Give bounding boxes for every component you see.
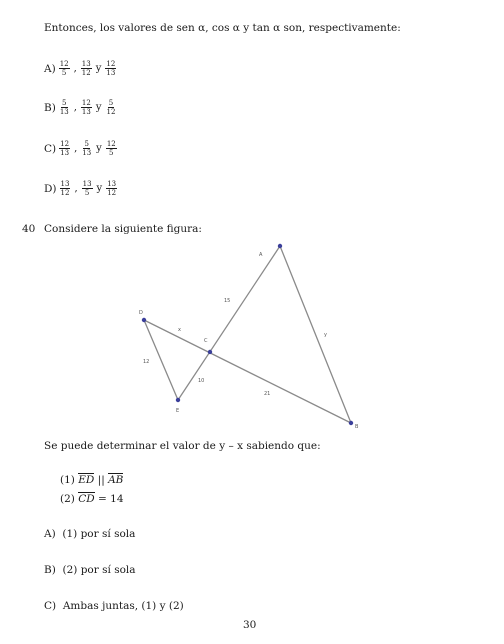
fraction: $\frac{5}{13}$ xyxy=(82,140,92,157)
point-b-marker xyxy=(349,421,353,425)
condition-1: (1) ED || AB xyxy=(60,474,124,486)
fraction: $\frac{12}{13}$ xyxy=(81,99,91,116)
fraction: $\frac{12}{13}$ xyxy=(60,140,70,157)
segment-ea xyxy=(178,246,280,400)
trig-option-d[interactable]: D) $\frac{13}{12}$ , $\frac{13}{5}$ y $\frac{13}{12}$ xyxy=(44,180,117,197)
label-cb-length: 21 xyxy=(264,391,271,397)
label-de-length: 12 xyxy=(143,359,150,365)
fraction: $\frac{13}{5}$ xyxy=(82,180,92,197)
segment-ab: AB xyxy=(108,474,124,486)
label-ab-length: y xyxy=(324,332,327,338)
label-b: B xyxy=(355,424,359,430)
page-number: 30 xyxy=(243,619,257,631)
fraction: $\frac{13}{12}$ xyxy=(60,180,70,197)
fraction: $\frac{5}{13}$ xyxy=(59,99,69,116)
label-ec-length: 10 xyxy=(198,378,205,384)
fraction: $\frac{13}{12}$ xyxy=(81,60,91,77)
condition-2: (2) CD = 14 xyxy=(60,493,124,505)
fraction: $\frac{13}{12}$ xyxy=(107,180,117,197)
segment-ab xyxy=(280,246,351,423)
answer-b[interactable]: B) (2) por sí sola xyxy=(44,564,136,576)
answer-a[interactable]: A) (1) por sí sola xyxy=(44,528,136,540)
label-dc-length: x xyxy=(178,327,181,333)
point-a-marker xyxy=(278,244,282,248)
option-letter: B) xyxy=(44,101,56,114)
fraction: $\frac{5}{12}$ xyxy=(106,99,116,116)
question-prompt: Considere la siguiente figura: xyxy=(44,223,202,235)
fraction: $\frac{12}{5}$ xyxy=(59,60,69,77)
label-c: C xyxy=(204,338,208,344)
option-letter: D) xyxy=(44,182,57,195)
point-c-marker xyxy=(208,350,212,354)
label-d: D xyxy=(139,310,143,316)
question-number: 40 xyxy=(22,223,36,235)
determine-text: Se puede determinar el valor de y – x sabiendo que: xyxy=(44,440,321,452)
label-e: E xyxy=(176,408,180,414)
trig-option-a[interactable]: A) $\frac{12}{5}$ , $\frac{13}{12}$ y $\frac{12}{13}$ xyxy=(44,60,116,77)
point-e-marker xyxy=(176,398,180,402)
trig-option-c[interactable]: C) $\frac{12}{13}$ , $\frac{5}{13}$ y $\frac{12}{5}$ xyxy=(44,140,116,157)
segment-cd: CD xyxy=(78,493,95,505)
point-d-marker xyxy=(142,318,146,322)
trig-option-b[interactable]: B) $\frac{5}{13}$ , $\frac{12}{13}$ y $\frac{5}{12}$ xyxy=(44,99,116,116)
answer-c[interactable]: C) Ambas juntas, (1) y (2) xyxy=(44,600,184,612)
label-a: A xyxy=(259,252,263,258)
option-letter: A) xyxy=(44,62,56,75)
option-letter: C) xyxy=(44,142,57,155)
segment-ed: ED xyxy=(78,474,95,486)
intro-text: Entonces, los valores de sen α, cos α y tan α son, respectivamente: xyxy=(44,22,401,34)
label-ac-length: 15 xyxy=(224,298,231,304)
fraction: $\frac{12}{13}$ xyxy=(106,60,116,77)
fraction: $\frac{12}{5}$ xyxy=(106,140,116,157)
